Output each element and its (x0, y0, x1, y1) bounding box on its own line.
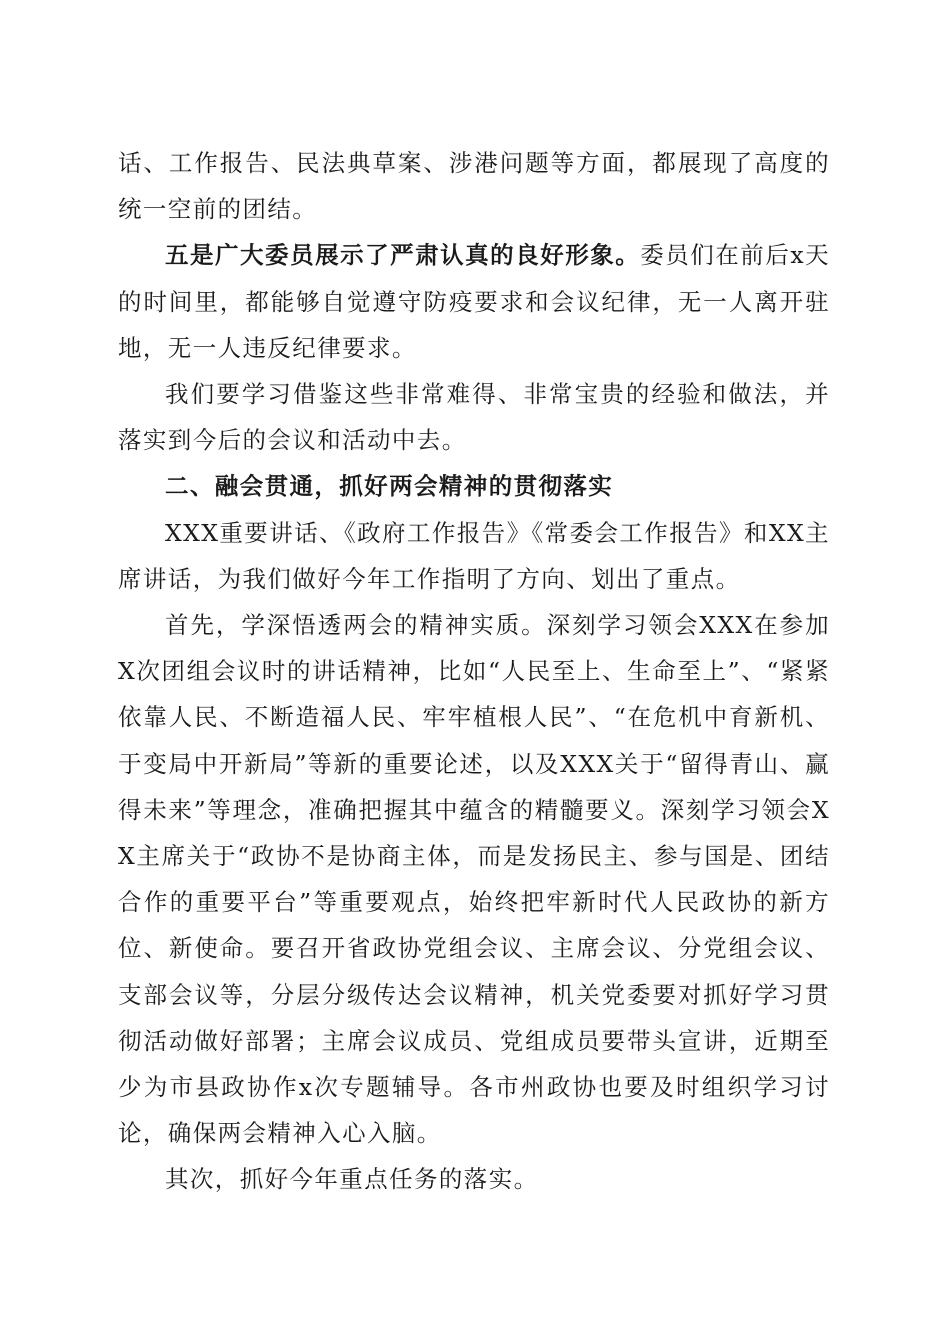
paragraph-text: 话、工作报告、民法典草案、涉港问题等方面，都展现了高度的统一空前的团结。 (118, 149, 830, 224)
paragraph-text: 我们要学习借鉴这些非常难得、非常宝贵的经验和做法，并落实到今后的会议和活动中去。 (118, 380, 830, 455)
paragraph-point-five (118, 232, 830, 371)
paragraph-text: 委员们在前后x天的时间里，都能够自觉遵守防疫要求和会议纪律，无一人离开驻地，无一人违反纪律要求。 (118, 241, 830, 362)
paragraph-first-study (118, 602, 830, 1156)
paragraph-direction (118, 510, 830, 602)
paragraph-text: 首先，学深悟透两会的精神实质。深刻学习领会XXX在参加X次团组会议时的讲话精神，比如“人民至上、生命至上”、“紧紧依靠人民、不断造福人民、牢牢植根人民”、“在危机中育新机、于变局中开新局”等新的重要论述，以及XXX关于“留得青山、赢得未来”等理念，准确把握其中蕴含的精髓要义。深刻学习领会XX主席关于“政协不是协商主体，而是发扬民主、参与国是、团结合作的重要平台”等重要观点，始终把牢新时代人民政协的新方位、新使命。要召开省政协党组会议、主席会议、分党组会议、支部会议等，分层分级传达会议精神，机关党委要对抓好学习贯彻活动做好部署；主席会议成员、党组成员要带头宣讲，近期至少为市县政协作x次专题辅导。各市州政协也要及时组织学习讨论，确保两会精神入心入脑。 (118, 611, 830, 1148)
paragraph-text: 其次，抓好今年重点任务的落实。 (165, 1165, 539, 1194)
document-body (118, 140, 830, 1203)
paragraph-continuation (118, 140, 830, 232)
section-heading-text: 二、融会贯通，抓好两会精神的贯彻落实 (165, 472, 614, 501)
paragraph-second-tasks (118, 1156, 830, 1202)
paragraph-lead-sentence: 五是广大委员展示了严肃认真的良好形象。 (165, 241, 641, 270)
paragraph-text: XXX重要讲话、《政府工作报告》《常委会工作报告》和XX主席讲话，为我们做好今年工作指明了方向、划出了重点。 (118, 518, 830, 593)
section-heading-two (118, 463, 830, 509)
paragraph-learn-experience (118, 371, 830, 463)
